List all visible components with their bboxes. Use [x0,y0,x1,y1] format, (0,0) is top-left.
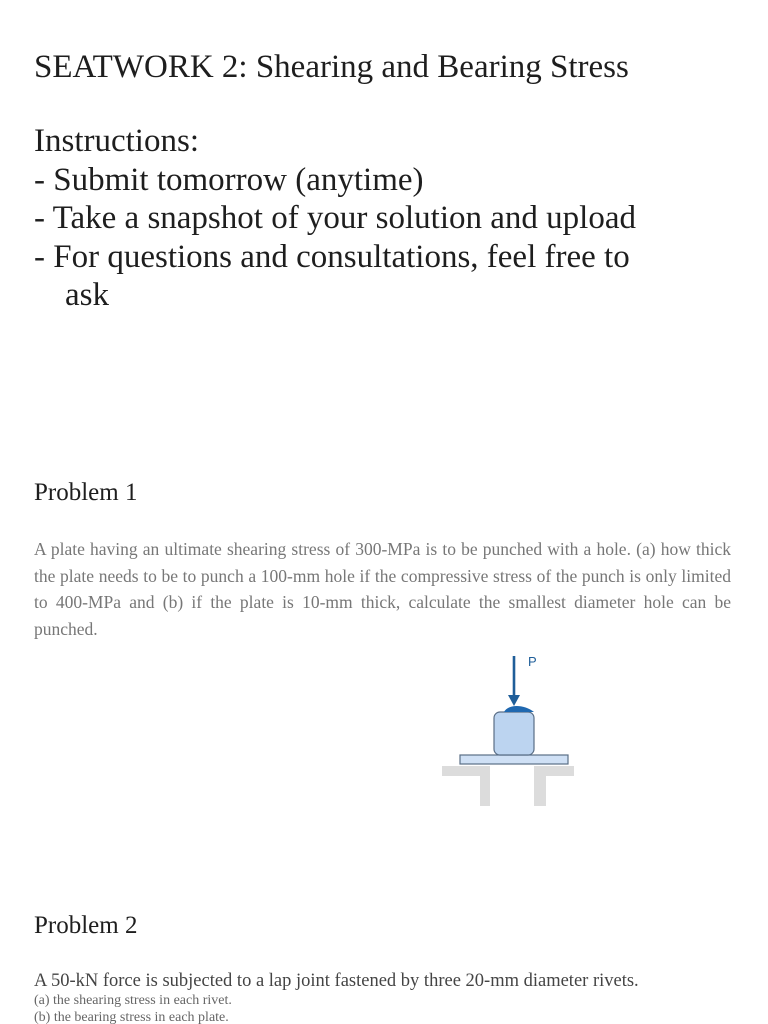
instruction-item-questions: - For questions and consultations, feel free to [34,238,630,275]
plate [460,755,568,764]
load-label: P [528,654,537,669]
problem-1-text: A plate having an ultimate shearing stress of 300-MPa is to be punched with a hole. (a) how thick the plate needs to be to punch a 100-mm hole if the compressive stress of the punch is only limited to 400-MPa and (b) if the plate is 10-mm thick, calculate the smallest diameter hole can be punched. [34,539,731,639]
load-arrow-head [508,695,520,706]
die-right [534,766,574,806]
die-left [442,766,490,806]
page-title: SEATWORK 2: Shearing and Bearing Stress [34,49,629,85]
problem-2-item-b: (b) the bearing stress in each plate. [34,1010,229,1024]
problem-1-heading: Problem 1 [34,479,138,506]
problem-2-item-a: (a) the shearing stress in each rivet. [34,993,232,1008]
instruction-item-submit: - Submit tomorrow (anytime) [34,161,424,198]
instructions-block [34,122,636,315]
instructions-heading: Instructions: [34,123,199,159]
punch-diagram [438,648,578,808]
problem-2-text: A 50-kN force is subjected to a lap joint fastened by three 20-mm diameter rivets. [34,971,639,991]
instruction-item-questions-cont: ask [65,277,109,313]
instruction-item-snapshot: - Take a snapshot of your solution and upload [34,200,636,236]
punch-body [494,712,534,755]
problem-2-heading: Problem 2 [34,912,138,939]
punch-top [504,706,534,712]
